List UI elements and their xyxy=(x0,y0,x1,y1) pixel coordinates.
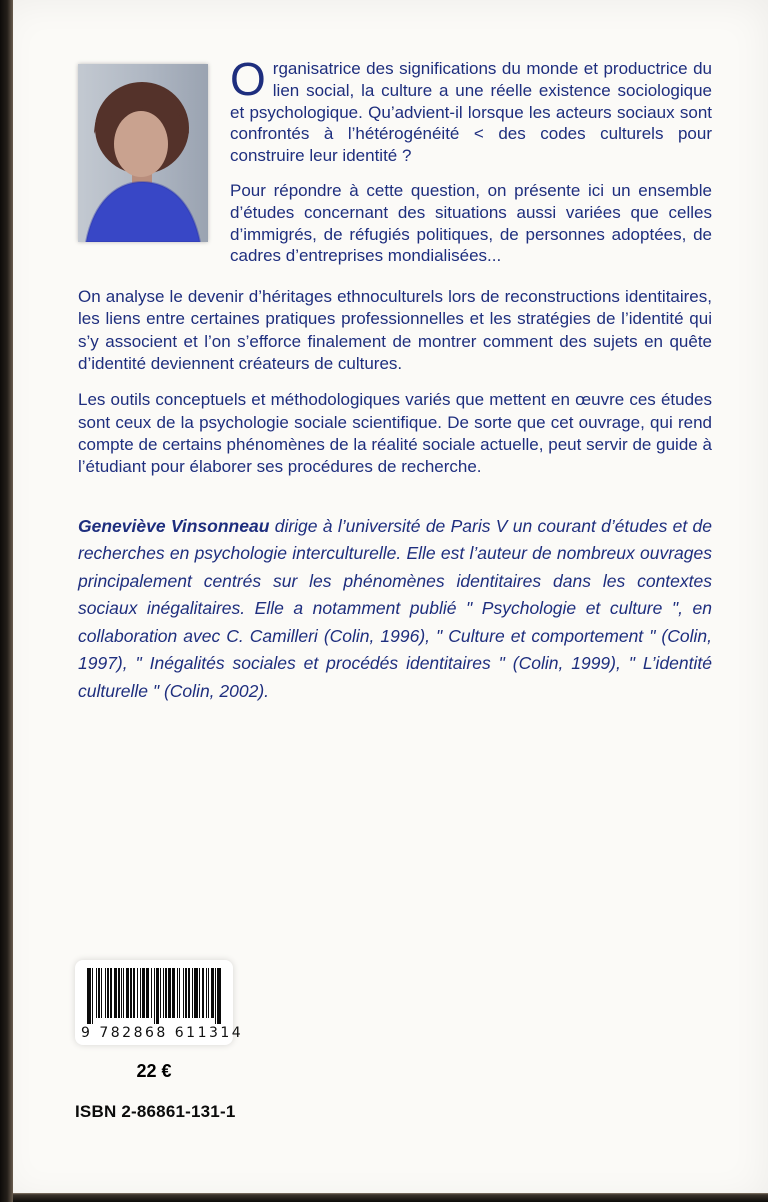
spine-edge xyxy=(0,0,13,1202)
barcode-bars xyxy=(81,968,227,1024)
paragraph-2: Pour répondre à cette question, on présente ici un ensemble d’études concernant des situations aussi variées que celles d’immigrés, de réfugiés politiques, de personnes adoptées, de cadres d’entreprises mondialisées... xyxy=(230,180,712,266)
intro-text-column xyxy=(230,53,712,280)
barcode-bar xyxy=(183,968,184,1018)
barcode-bar xyxy=(177,968,178,1018)
barcode-bar xyxy=(217,968,221,1024)
barcode-bar xyxy=(168,968,172,1018)
price-label: 22 € xyxy=(136,1061,172,1081)
author-bio xyxy=(78,513,712,706)
dropcap-letter: O xyxy=(230,53,266,105)
barcode-number: 9 782868 611314 xyxy=(81,1025,244,1041)
barcode-bar xyxy=(156,968,158,1024)
barcode-bar xyxy=(92,968,93,1024)
barcode-bar xyxy=(126,968,128,1018)
barcode-bar xyxy=(121,968,122,1018)
barcode-bar xyxy=(192,968,193,1018)
barcode-bar xyxy=(98,968,100,1018)
paragraph-1 xyxy=(230,53,712,167)
barcode-bar xyxy=(130,968,132,1018)
barcode-bar xyxy=(206,968,207,1018)
barcode-bar xyxy=(140,968,141,1018)
barcode-bar xyxy=(160,968,161,1018)
barcode-bar xyxy=(142,968,144,1018)
commerce-block xyxy=(75,960,245,1122)
barcode-bar xyxy=(215,968,216,1024)
author-name: Geneviève Vinsonneau xyxy=(78,515,270,536)
barcode-bar xyxy=(105,968,106,1018)
cover-content xyxy=(78,53,712,723)
barcode-bar xyxy=(110,968,111,1018)
author-photo-image xyxy=(78,64,208,242)
body-paragraphs xyxy=(78,286,712,478)
barcode-bar xyxy=(96,968,97,1018)
paragraph-4: Les outils conceptuels et méthodologiques variés que mettent en œuvre ces études sont ceux de la psychologie sociale scientifique. De sorte que cet ouvrage, qui rend compte de certains phénomènes de la réalité sociale actuelle, peut servir de guide à l’étudiant pour élaborer ses procédures de recherche. xyxy=(78,390,712,477)
barcode-bar xyxy=(188,968,189,1018)
barcode-bar xyxy=(208,968,209,1018)
barcode-bar xyxy=(194,968,198,1018)
barcode-bar xyxy=(172,968,174,1018)
paragraph-3: On analyse le devenir d’héritages ethnoculturels lors de reconstructions identitaires, les liens entre certaines pratiques professionnelles et les stratégies de l’identité qui s’y associent et l’on s’efforce finalement de montrer comment des sujets en quête d’identité deviennent créateurs de cultures. xyxy=(78,287,712,374)
barcode-bar xyxy=(107,968,109,1018)
barcode-bar xyxy=(133,968,134,1018)
barcode-bar xyxy=(114,968,118,1018)
barcode-bar xyxy=(137,968,138,1018)
barcode-bar xyxy=(123,968,124,1018)
barcode-bar xyxy=(154,968,155,1024)
barcode-bar xyxy=(165,968,166,1018)
author-photo xyxy=(78,64,208,242)
barcode-bar xyxy=(151,968,152,1018)
barcode xyxy=(75,960,244,1045)
bottom-page-edge xyxy=(13,1193,768,1202)
barcode-bar xyxy=(202,968,204,1018)
barcode-bar xyxy=(211,968,213,1018)
barcode-bar xyxy=(185,968,187,1018)
author-bio-text: dirige à l’université de Paris V un courant d’études et de recherches en psychologie interculturelle. Elle est l’auteur de nombreux ouvrages principalement centrés sur les phénomènes identitaires dans les contextes sociaux inégalitaires. Elle a notamment publié " Psychologie et culture ", en collaboration avec C. Camilleri (Colin, 1996), " Culture et comportement " (Colin, 1997), " Inégalités sociales et procédés identitaires " (Colin, 1999), " L’identité culturelle " (Colin, 2002). xyxy=(78,515,712,701)
barcode-bar xyxy=(87,968,91,1024)
barcode-bar xyxy=(163,968,164,1018)
barcode-bar xyxy=(179,968,180,1018)
paragraph-1-text: rganisatrice des significations du monde et productrice du lien social, la culture a une réelle existence sociologique et psychologique. Qu’advient-il lorsque les acteurs sociaux sont confrontés à l’hétérogénéité < des codes culturels pour construire leur identité ? xyxy=(230,59,712,166)
top-section xyxy=(78,53,712,280)
isbn-label: ISBN 2-86861-131-1 xyxy=(75,1102,236,1121)
barcode-bar xyxy=(199,968,200,1018)
barcode-bar xyxy=(118,968,119,1018)
barcode-bar xyxy=(101,968,102,1018)
barcode-bar xyxy=(146,968,150,1018)
